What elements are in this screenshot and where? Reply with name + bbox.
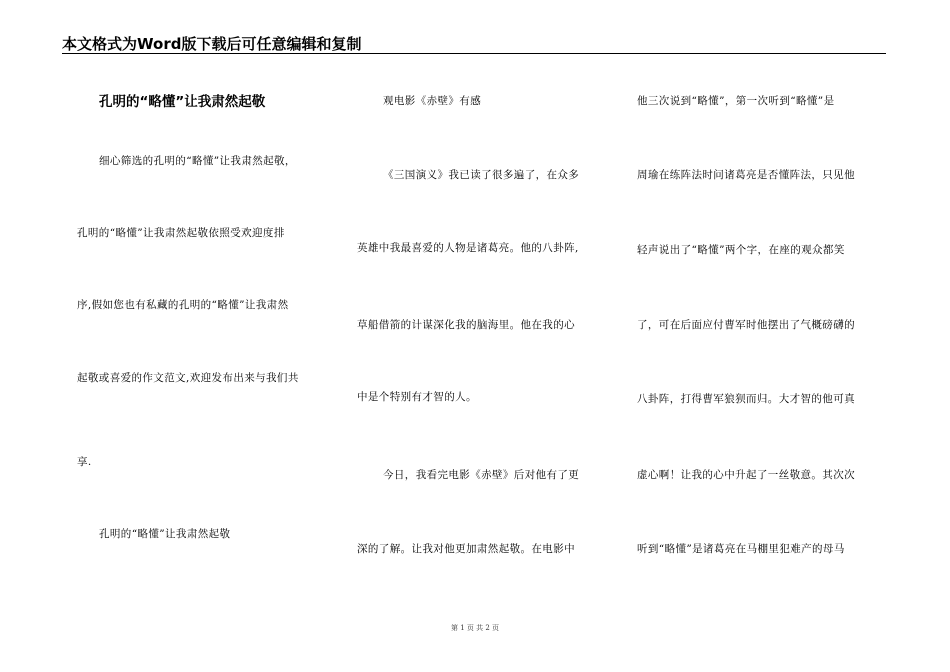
text-line: 孔明的“略懂”让我肃然起敬 (99, 528, 231, 540)
text-line: 今日，我看完电影《赤壁》后对他有了更 (383, 469, 580, 481)
text-line: 观电影《赤壁》有感 (383, 95, 482, 107)
header-divider (62, 53, 886, 54)
page-number: 第 1 页 共 2 页 (450, 624, 500, 632)
text-line: 他三次说到“略懂”，第一次听到“略懂”是 (637, 95, 835, 107)
text-line: 序,假如您也有私藏的孔明的“略懂”让我肃然 (77, 299, 289, 311)
article-title: 孔明的“略懂”让我肃然起敬 (99, 94, 266, 110)
text-line: 草船借箭的计谋深化我的脑海里。他在我的心 (357, 319, 575, 331)
text-line: 轻声说出了“略懂”两个字，在座的观众都笑 (637, 244, 845, 256)
document-header: 本文格式为Word版下载后可任意编辑和复制 (62, 35, 362, 53)
text-line: 起敬或喜爱的作文范文,欢迎发布出来与我们共 (77, 372, 299, 384)
text-line: 细心筛选的孔明的“略懂”让我肃然起敬， (99, 155, 296, 167)
text-line: 享. (77, 456, 92, 468)
text-line: 周瑜在练阵法时问诸葛亮是否懂阵法，只见他 (637, 169, 855, 181)
text-line: 虚心啊！让我的心中升起了一丝敬意。其次次 (637, 469, 855, 481)
text-line: 中是个特别有才智的人。 (357, 391, 477, 403)
text-line: 听到“略懂”是诸葛亮在马棚里犯难产的母马 (637, 543, 845, 555)
text-line: 深的了解。让我对他更加肃然起敬。在电影中 (357, 543, 575, 555)
text-line: 孔明的“略懂”让我肃然起敬依照受欢迎度排 (77, 227, 285, 239)
text-line: 《三国演义》我已读了很多遍了，在众多 (383, 169, 580, 181)
text-line: 英雄中我最喜爱的人物是诸葛亮。他的八卦阵, (357, 242, 579, 254)
text-line: 八卦阵，打得曹军狼狈而归。大才智的他可真 (637, 393, 855, 405)
text-line: 了，可在后面应付曹军时他摆出了气概磅礴的 (637, 319, 855, 331)
